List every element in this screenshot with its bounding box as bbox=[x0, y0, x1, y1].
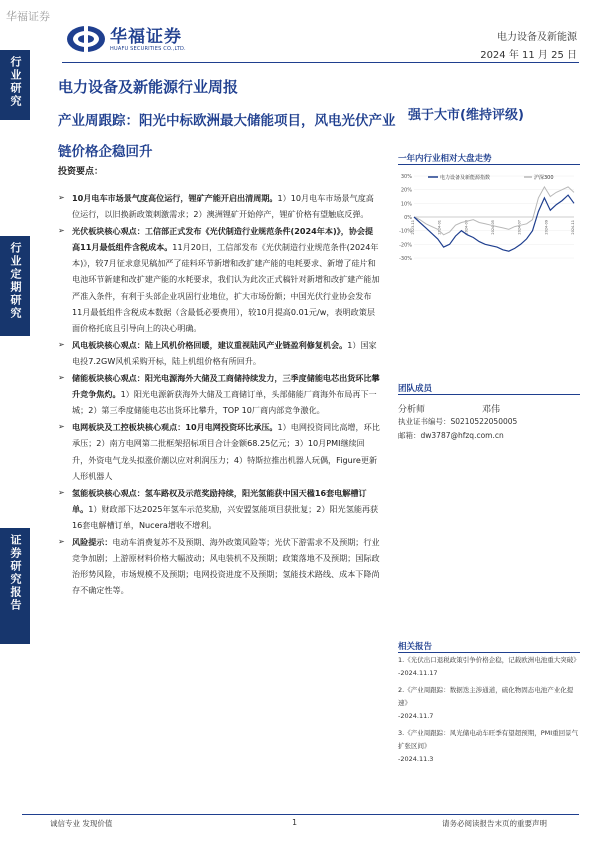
y-tick-label: 0% bbox=[404, 215, 412, 221]
relative-performance-chart bbox=[398, 168, 580, 268]
y-tick-label: 20% bbox=[400, 187, 412, 194]
y-tick-label: -10% bbox=[399, 228, 412, 235]
legend-label-index: 沪深300 bbox=[534, 175, 554, 181]
point-hydrogen: ➢ 氢能板块核心观点：氢车路权及示范奖励持续，阳光氢能获中国天楹16套电解槽订单。1）财政部下达2025年氢车示范奖励，兴安盟氢能项目获批复；2）阳光氢能再获16套电解槽订单，Nucera增收不增利。 bbox=[58, 485, 380, 533]
watermark: 华福证券 bbox=[6, 10, 50, 23]
point-storage: ➢ 储能板块核心观点：阳光电源海外大储及工商储持续发力，三季度储能电芯出货环比攀升竞争焦灼。1）阳光电源新获海外大储及工商储订单，头部储能厂商海外布局再下一城；2）第三季度储能电芯出货环比攀升，TOP 10厂商内部竞争激化。 bbox=[58, 370, 380, 418]
analyst-info bbox=[398, 398, 580, 444]
footer-slogan: 诚信专业 发现价值 bbox=[50, 819, 113, 828]
x-tick-label: 2024-05 bbox=[491, 220, 495, 235]
related-report-item[interactable]: 3.《产业周跟踪：风光储电动车旺季有望超预期，PMI重回景气扩张区间》 -2024.11.3 bbox=[398, 729, 579, 763]
x-tick-label: 2024-01 bbox=[437, 220, 442, 235]
x-tick-label: 2024-07 bbox=[517, 220, 522, 235]
x-tick-label: 2023-11 bbox=[411, 220, 415, 235]
report-type: 电力设备及新能源行业周报 bbox=[58, 78, 239, 96]
report-title: 产业周跟踪：阳光中标欧洲最大储能项目，风电光伏产业链价格企稳回升 bbox=[58, 113, 396, 160]
chart-svg bbox=[398, 168, 580, 268]
point-grid: ➢ 电网板块及工控板块核心观点：10月电网投资环比承压。1）电网投资同比高增，环比承压；2）南方电网第二批框架招标项目合计金额68.25亿元；3）10月PMI继续回升，外资电气龙头拟涨价潮以应对利润压力；4）特斯拉推出机器人玩偶，Figure更新人形机器人 bbox=[58, 419, 380, 483]
x-tick-label: 2024-09 bbox=[544, 220, 549, 235]
team-heading-divider bbox=[398, 394, 580, 395]
invest-heading: 投资要点： bbox=[58, 167, 104, 177]
bullet-arrow-icon: ➢ bbox=[58, 193, 65, 202]
sidebar-tag-industry-research: 行业研究 bbox=[0, 50, 30, 120]
footer-disclaimer: 请务必阅读报告末页的重要声明 bbox=[442, 819, 547, 828]
footer-divider bbox=[22, 814, 579, 815]
chart-heading: 一年内行业相对大盘走势 bbox=[398, 154, 492, 164]
point-wind: ➢ 风电板块核心观点：陆上风机价格回暖，建议重视陆风产业链盈利修复机会。1）国家电投7.2GW风机采购开标，陆上机组价格有所回升。 bbox=[58, 337, 380, 369]
legend-label-industry: 电力设备及新能源指数 bbox=[440, 175, 491, 181]
bullet-arrow-icon: ➢ bbox=[58, 536, 65, 546]
company-name: 华福证券 bbox=[110, 27, 182, 47]
bullet-arrow-icon: ➢ bbox=[58, 422, 65, 432]
x-tick-label: 2024-11 bbox=[571, 220, 575, 235]
analyst-role: 分析师 bbox=[398, 405, 426, 415]
chart-heading-divider bbox=[398, 164, 580, 165]
bullet-arrow-icon: ➢ bbox=[58, 487, 65, 497]
page-number: 1 bbox=[292, 818, 298, 827]
bullet-arrow-icon: ➢ bbox=[58, 339, 65, 349]
related-heading-divider bbox=[398, 652, 580, 653]
analyst-name: 邓伟 bbox=[482, 405, 501, 415]
y-tick-label: 10% bbox=[400, 201, 412, 208]
company-name-en: HUAFU SECURITIES CO.,LTD. bbox=[110, 46, 186, 52]
analyst-email-label: 邮箱： bbox=[398, 431, 421, 440]
bullet-arrow-icon: ➢ bbox=[58, 373, 65, 383]
header-date: 2024 年 11 月 25 日 bbox=[480, 50, 577, 61]
point-risk: ➢ 风险提示：电动车消费复苏不及预期、海外政策风险等；光伏下游需求不及预期；行业竞争加剧；上游原材料价格大幅波动；风电装机不及预期；政策落地不及预期；国际政治形势风险，市场规模不及预期；电网投资进度不及预期；氢能技术路线、成本下降尚存不确定性等。 bbox=[58, 534, 380, 598]
point-pv: ➢ 光伏板块核心观点：工信部正式发布《光伏制造行业规范条件(2024年本)》，协会提高11月最低组件含税成本。11月20日，工信部发布《光伏制造行业规范条件(2024年本)》，较7月征求意见稿加严了硅料环节新增和改扩建产能的电耗要求、新增了硅片和电池环节新建和改扩建产能的水耗要求，我们认为此次正式稿针对新增和改扩建产能加严准入条件，有利于头部企业巩固行业地位，扩大市场份额；中国光伏行业协会发布11月最低组件含税成本数据（含最低必要费用），较10月提高0.01元/w，表明政策层面价格托底且引导向上的决心明确。 bbox=[58, 223, 380, 336]
related-heading: 相关报告 bbox=[398, 642, 433, 652]
y-tick-label: -30% bbox=[399, 256, 412, 262]
header-industry: 电力设备及新能源 bbox=[497, 32, 577, 43]
point-ev: ➢ 10月电车市场景气度高位运行，锂矿产能开启出清周期。1）10月电车市场景气度高位运行，以旧换新政策刺激需求；2）澳洲锂矿开始停产，锂矿价格有望触底反弹。 bbox=[58, 190, 380, 222]
bullet-arrow-icon: ➢ bbox=[58, 226, 65, 236]
header-divider bbox=[62, 62, 579, 63]
rating: 强于大市(维持评级) bbox=[408, 108, 524, 123]
sidebar-tag-securities-report: 证券研究报告 bbox=[0, 528, 30, 644]
team-heading: 团队成员 bbox=[398, 384, 433, 394]
logo-mark-icon bbox=[66, 24, 106, 54]
y-tick-label: 30% bbox=[400, 174, 412, 180]
y-tick-label: -20% bbox=[399, 242, 412, 249]
analyst-email[interactable]: dw3787@hfzq.com.cn bbox=[420, 431, 504, 440]
company-logo bbox=[66, 22, 216, 62]
invest-points bbox=[58, 190, 380, 599]
related-reports bbox=[398, 654, 582, 770]
x-tick-label: 2024-03 bbox=[464, 220, 469, 235]
related-report-item[interactable]: 1.《光伏出口退税政策引争价格企稳，记载欧洲电池重大突破》 -2024.11.17 bbox=[398, 656, 580, 677]
related-report-item[interactable]: 2.《产业周跟踪：数据迭主涉通道，硫化物固态电池产业化提速》 -2024.11.7 bbox=[398, 686, 574, 720]
analyst-cert: 执业证书编号：S0210522050005 bbox=[398, 417, 518, 426]
sidebar-tag-periodic-research: 行业定期研究 bbox=[0, 236, 30, 336]
